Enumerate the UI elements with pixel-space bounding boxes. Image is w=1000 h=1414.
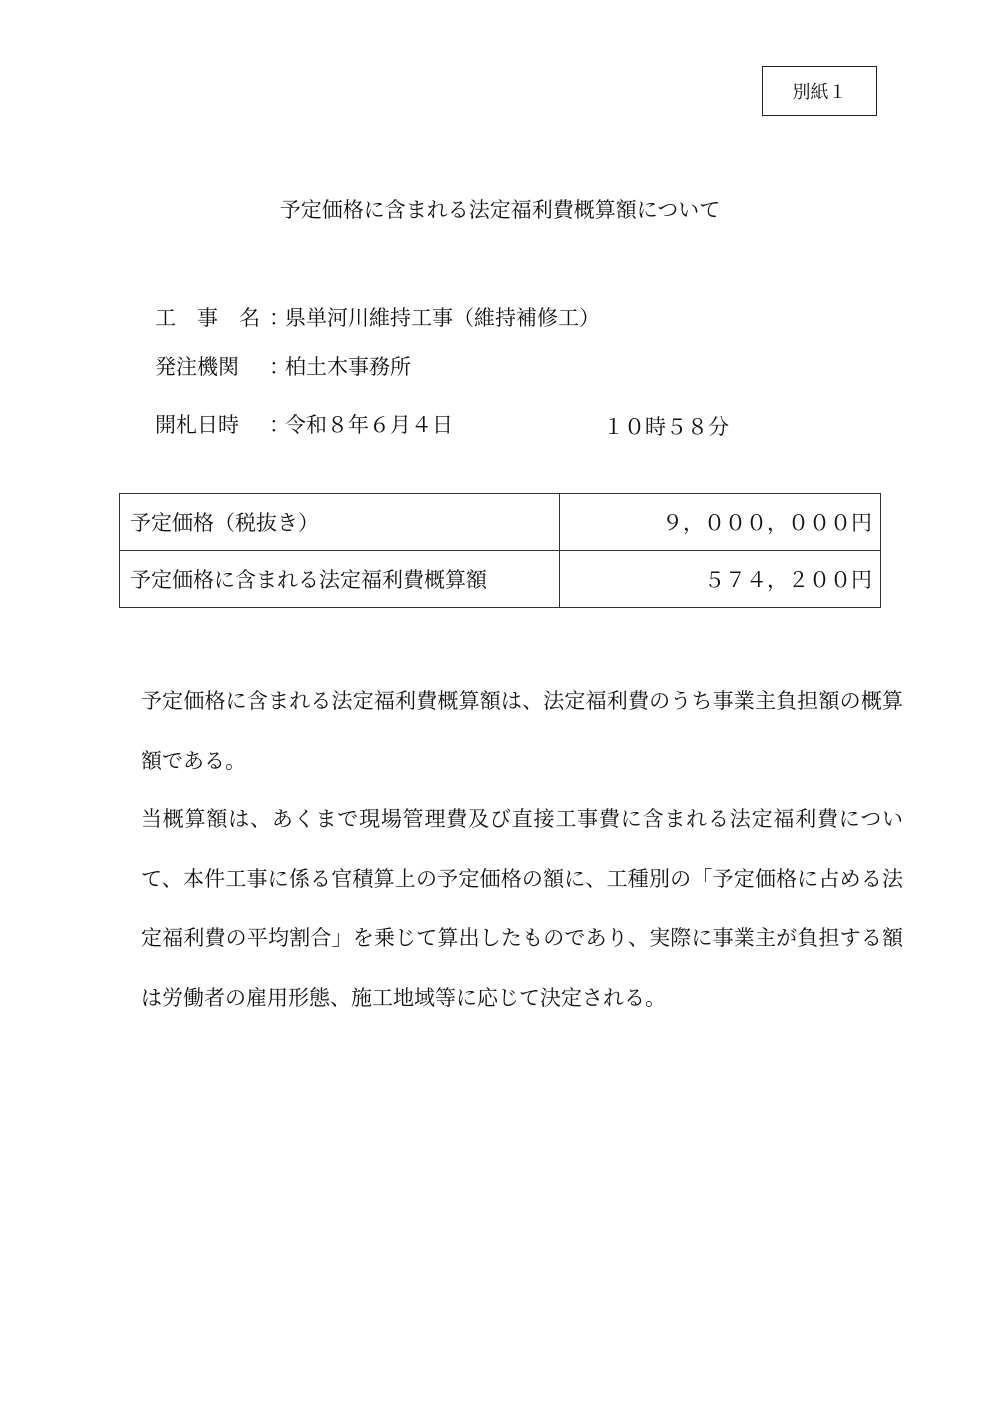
orderer-label: 発注機関 <box>155 355 239 379</box>
info-row-project <box>155 302 600 332</box>
info-row-orderer <box>155 351 411 381</box>
table-row <box>120 494 881 551</box>
annex-label: 別紙１ <box>792 82 847 103</box>
date-colon: ： <box>269 413 290 437</box>
date-label: 開札日時 <box>155 413 239 437</box>
price-table <box>119 493 881 608</box>
info-row-date <box>155 409 453 439</box>
table-cell-label: 予定価格に含まれる法定福利費概算額 <box>120 551 560 608</box>
paragraph: 当概算額は、あくまで現場管理費及び直接工事費に含まれる法定福利費について、本件工事に係る官積算上の予定価格の額に、工種別の「予定価格に占める法定福利費の平均割合」を乗じて算出したものであり、実際に事業主が負担する額は労働者の雇用形態、施工地域等に応じて決定される。 <box>141 807 903 1010</box>
date-value: 令和８年６月４日 <box>285 413 453 437</box>
document-title: 予定価格に含まれる法定福利費概算額について <box>279 198 721 222</box>
paragraph: 予定価格に含まれる法定福利費概算額は、法定福利費のうち事業主負担額の概算額である。 <box>141 689 903 773</box>
time-value: １０時５８分 <box>603 415 729 439</box>
table-cell-value: ５７４，２００円 <box>560 551 881 608</box>
orderer-value: 柏土木事務所 <box>285 355 411 379</box>
annex-label-box <box>762 66 877 116</box>
table-cell-label: 予定価格（税抜き） <box>120 494 560 551</box>
table-row <box>120 551 881 608</box>
table-cell-value: ９，０００，０００円 <box>560 494 881 551</box>
project-label: 工 事 名 <box>155 306 260 330</box>
project-value: 県単河川維持工事（維持補修工） <box>285 306 600 330</box>
orderer-colon: ： <box>269 355 290 379</box>
project-colon: ： <box>269 306 290 330</box>
